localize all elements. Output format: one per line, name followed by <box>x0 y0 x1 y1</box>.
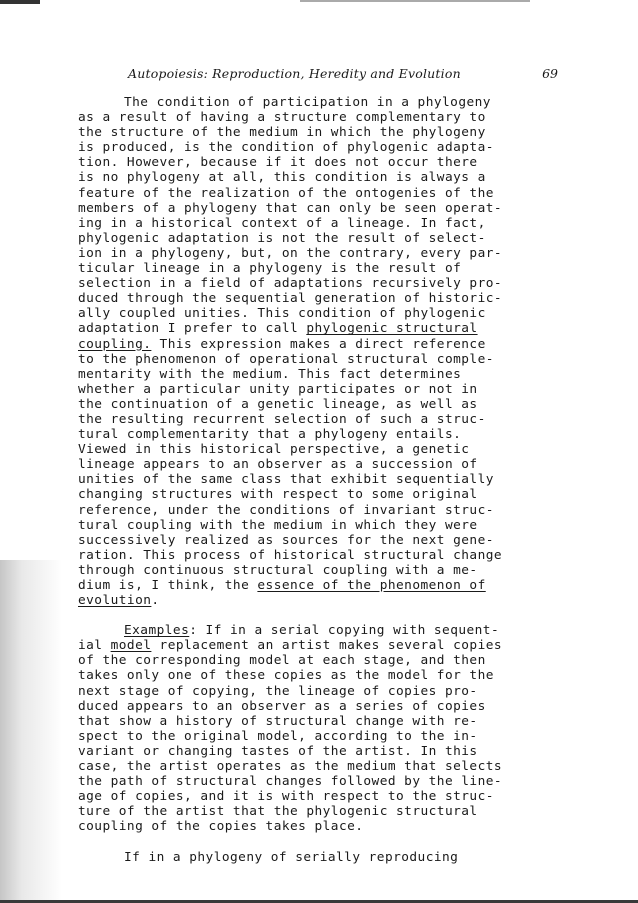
paragraph-phylogenic-adaptation <box>78 95 578 608</box>
text-line <box>78 261 578 276</box>
body-text <box>78 95 578 865</box>
text-line <box>78 291 578 306</box>
underlined-text: model <box>110 638 152 654</box>
text-line <box>78 382 578 397</box>
text-line <box>78 367 578 382</box>
text-segment: ture of the artist that the phylogenic structural <box>78 804 478 820</box>
underlined-text: phylogenic structural <box>306 321 478 337</box>
text-segment: the continuation of a genetic lineage, as well as <box>78 396 478 412</box>
text-segment: next stage of copying, the lineage of copies pro- <box>78 683 478 699</box>
text-segment: mentarity with the medium. This fact determines <box>78 366 462 382</box>
text-line <box>78 201 578 216</box>
text-line <box>78 850 578 865</box>
underlined-text: Examples <box>124 623 190 639</box>
text-segment: The condition of participation in a phylogeny <box>124 95 491 110</box>
text-line <box>78 487 578 502</box>
page-number: 69 <box>542 66 558 81</box>
text-line <box>78 231 578 246</box>
text-line <box>78 412 578 427</box>
text-segment: dium is, I think, the <box>78 578 258 593</box>
text-segment: tural complementarity that a phylogeny entails. <box>78 427 462 443</box>
text-segment: spect to the original model, according to the in- <box>78 728 478 744</box>
text-segment: members of a phylogeny that can only be seen operat- <box>78 200 503 216</box>
paragraph-gap <box>78 608 578 623</box>
text-segment: : If in a serial copying with sequent- <box>189 623 500 639</box>
text-line <box>78 759 578 774</box>
running-head <box>128 66 558 84</box>
underlined-text: evolution <box>78 593 152 609</box>
text-line <box>78 321 578 336</box>
text-line <box>78 548 578 563</box>
paragraph-gap <box>78 835 578 850</box>
text-segment: ally coupled unities. This condition of phylogenic <box>78 306 486 322</box>
text-segment: age of copies, and it is with respect to the struc- <box>78 789 494 805</box>
text-line <box>78 533 578 548</box>
text-segment: . <box>151 593 160 609</box>
text-segment: duced through the sequential generation of historic- <box>78 291 503 307</box>
text-line <box>78 110 578 125</box>
text-line <box>78 668 578 683</box>
text-line <box>78 170 578 185</box>
text-line <box>78 457 578 472</box>
text-segment: the path of structural changes followed by the line- <box>78 774 503 790</box>
text-line <box>78 623 578 638</box>
text-segment: coupling of the copies takes place. <box>78 819 364 835</box>
text-segment: to the phenomenon of operational structural comple- <box>78 351 494 367</box>
text-line <box>78 563 578 578</box>
text-segment: lineage appears to an observer as a succession of <box>78 457 478 473</box>
text-segment: selection in a field of adaptations recursively pro- <box>78 276 503 292</box>
text-segment: If in a phylogeny of serially reproducing <box>124 849 459 865</box>
text-line <box>78 125 578 140</box>
text-segment: unities of the same class that exhibit sequentially <box>78 472 494 488</box>
text-segment: Viewed in this historical perspective, a genetic <box>78 442 470 458</box>
text-segment: phylogenic adaptation is not the result of select- <box>78 230 486 246</box>
scan-top-edge <box>0 0 638 4</box>
text-line <box>78 352 578 367</box>
text-segment: ticular lineage in a phylogeny is the result of <box>78 261 462 277</box>
underlined-text: essence of the phenomenon of <box>257 578 486 593</box>
text-segment: of the corresponding model at each stage, and then <box>78 653 486 669</box>
text-line <box>78 729 578 744</box>
text-segment: feature of the realization of the ontogenies of the <box>78 185 494 201</box>
text-segment: tion. However, because if it does not occur there <box>78 155 478 171</box>
text-segment: is produced, is the condition of phylogenic adapta- <box>78 140 494 156</box>
text-line <box>78 789 578 804</box>
text-segment: changing structures with respect to some original <box>78 487 478 503</box>
scan-edge-mark <box>300 0 530 2</box>
text-line <box>78 186 578 201</box>
text-line <box>78 140 578 155</box>
text-segment: the resulting recurrent selection of such a struc- <box>78 411 486 427</box>
text-line <box>78 397 578 412</box>
paragraph-continuation <box>78 850 578 865</box>
text-line <box>78 442 578 457</box>
text-segment: ion in a phylogeny, but, on the contrary, every par- <box>78 245 503 261</box>
text-line <box>78 337 578 352</box>
text-segment: adaptation I prefer to call <box>78 321 307 337</box>
text-line <box>78 714 578 729</box>
text-segment: ial <box>78 638 111 654</box>
text-segment: whether a particular unity participates or not in <box>78 381 478 397</box>
text-line <box>78 593 578 608</box>
text-segment: the structure of the medium in which the phylogeny <box>78 125 486 141</box>
paragraph-examples <box>78 623 578 834</box>
text-segment: replacement an artist makes several copies <box>151 638 503 654</box>
text-line <box>78 246 578 261</box>
text-segment: variant or changing tastes of the artist. In this <box>78 743 478 759</box>
text-segment: that show a history of structural change with re- <box>78 713 478 729</box>
text-segment: takes only one of these copies as the model for the <box>78 668 494 684</box>
text-segment: case, the artist operates as the medium that selects <box>78 759 503 775</box>
text-segment: duced appears to an observer as a series of copies <box>78 698 486 714</box>
text-line <box>78 472 578 487</box>
text-segment: ing in a historical context of a lineage. In fact, <box>78 215 486 231</box>
text-segment: ration. This process of historical structural change <box>78 547 503 563</box>
text-line <box>78 804 578 819</box>
text-line <box>78 503 578 518</box>
text-line <box>78 95 578 110</box>
text-segment: as a result of having a structure complementary to <box>78 110 486 126</box>
text-segment: reference, under the conditions of invariant struc- <box>78 502 494 518</box>
text-line <box>78 306 578 321</box>
text-line <box>78 774 578 789</box>
text-segment: through continuous structural coupling with a me- <box>78 562 478 578</box>
text-line <box>78 653 578 668</box>
running-title: Autopoiesis: Reproduction, Heredity and Evolution <box>128 66 461 81</box>
underlined-text: coupling. <box>78 336 152 352</box>
text-line <box>78 638 578 653</box>
scan-edge-mark <box>0 0 40 4</box>
text-line <box>78 276 578 291</box>
text-line <box>78 699 578 714</box>
text-line <box>78 819 578 834</box>
text-segment: tural coupling with the medium in which they were <box>78 517 478 533</box>
text-line <box>78 216 578 231</box>
text-line <box>78 427 578 442</box>
scan-shadow <box>0 560 62 903</box>
text-segment: is no phylogeny at all, this condition is always a <box>78 170 486 186</box>
text-line <box>78 518 578 533</box>
text-line <box>78 578 578 593</box>
text-segment: This expression makes a direct reference <box>151 336 486 352</box>
text-line <box>78 684 578 699</box>
text-segment: successively realized as sources for the next gene- <box>78 532 494 548</box>
text-line <box>78 155 578 170</box>
text-line <box>78 744 578 759</box>
